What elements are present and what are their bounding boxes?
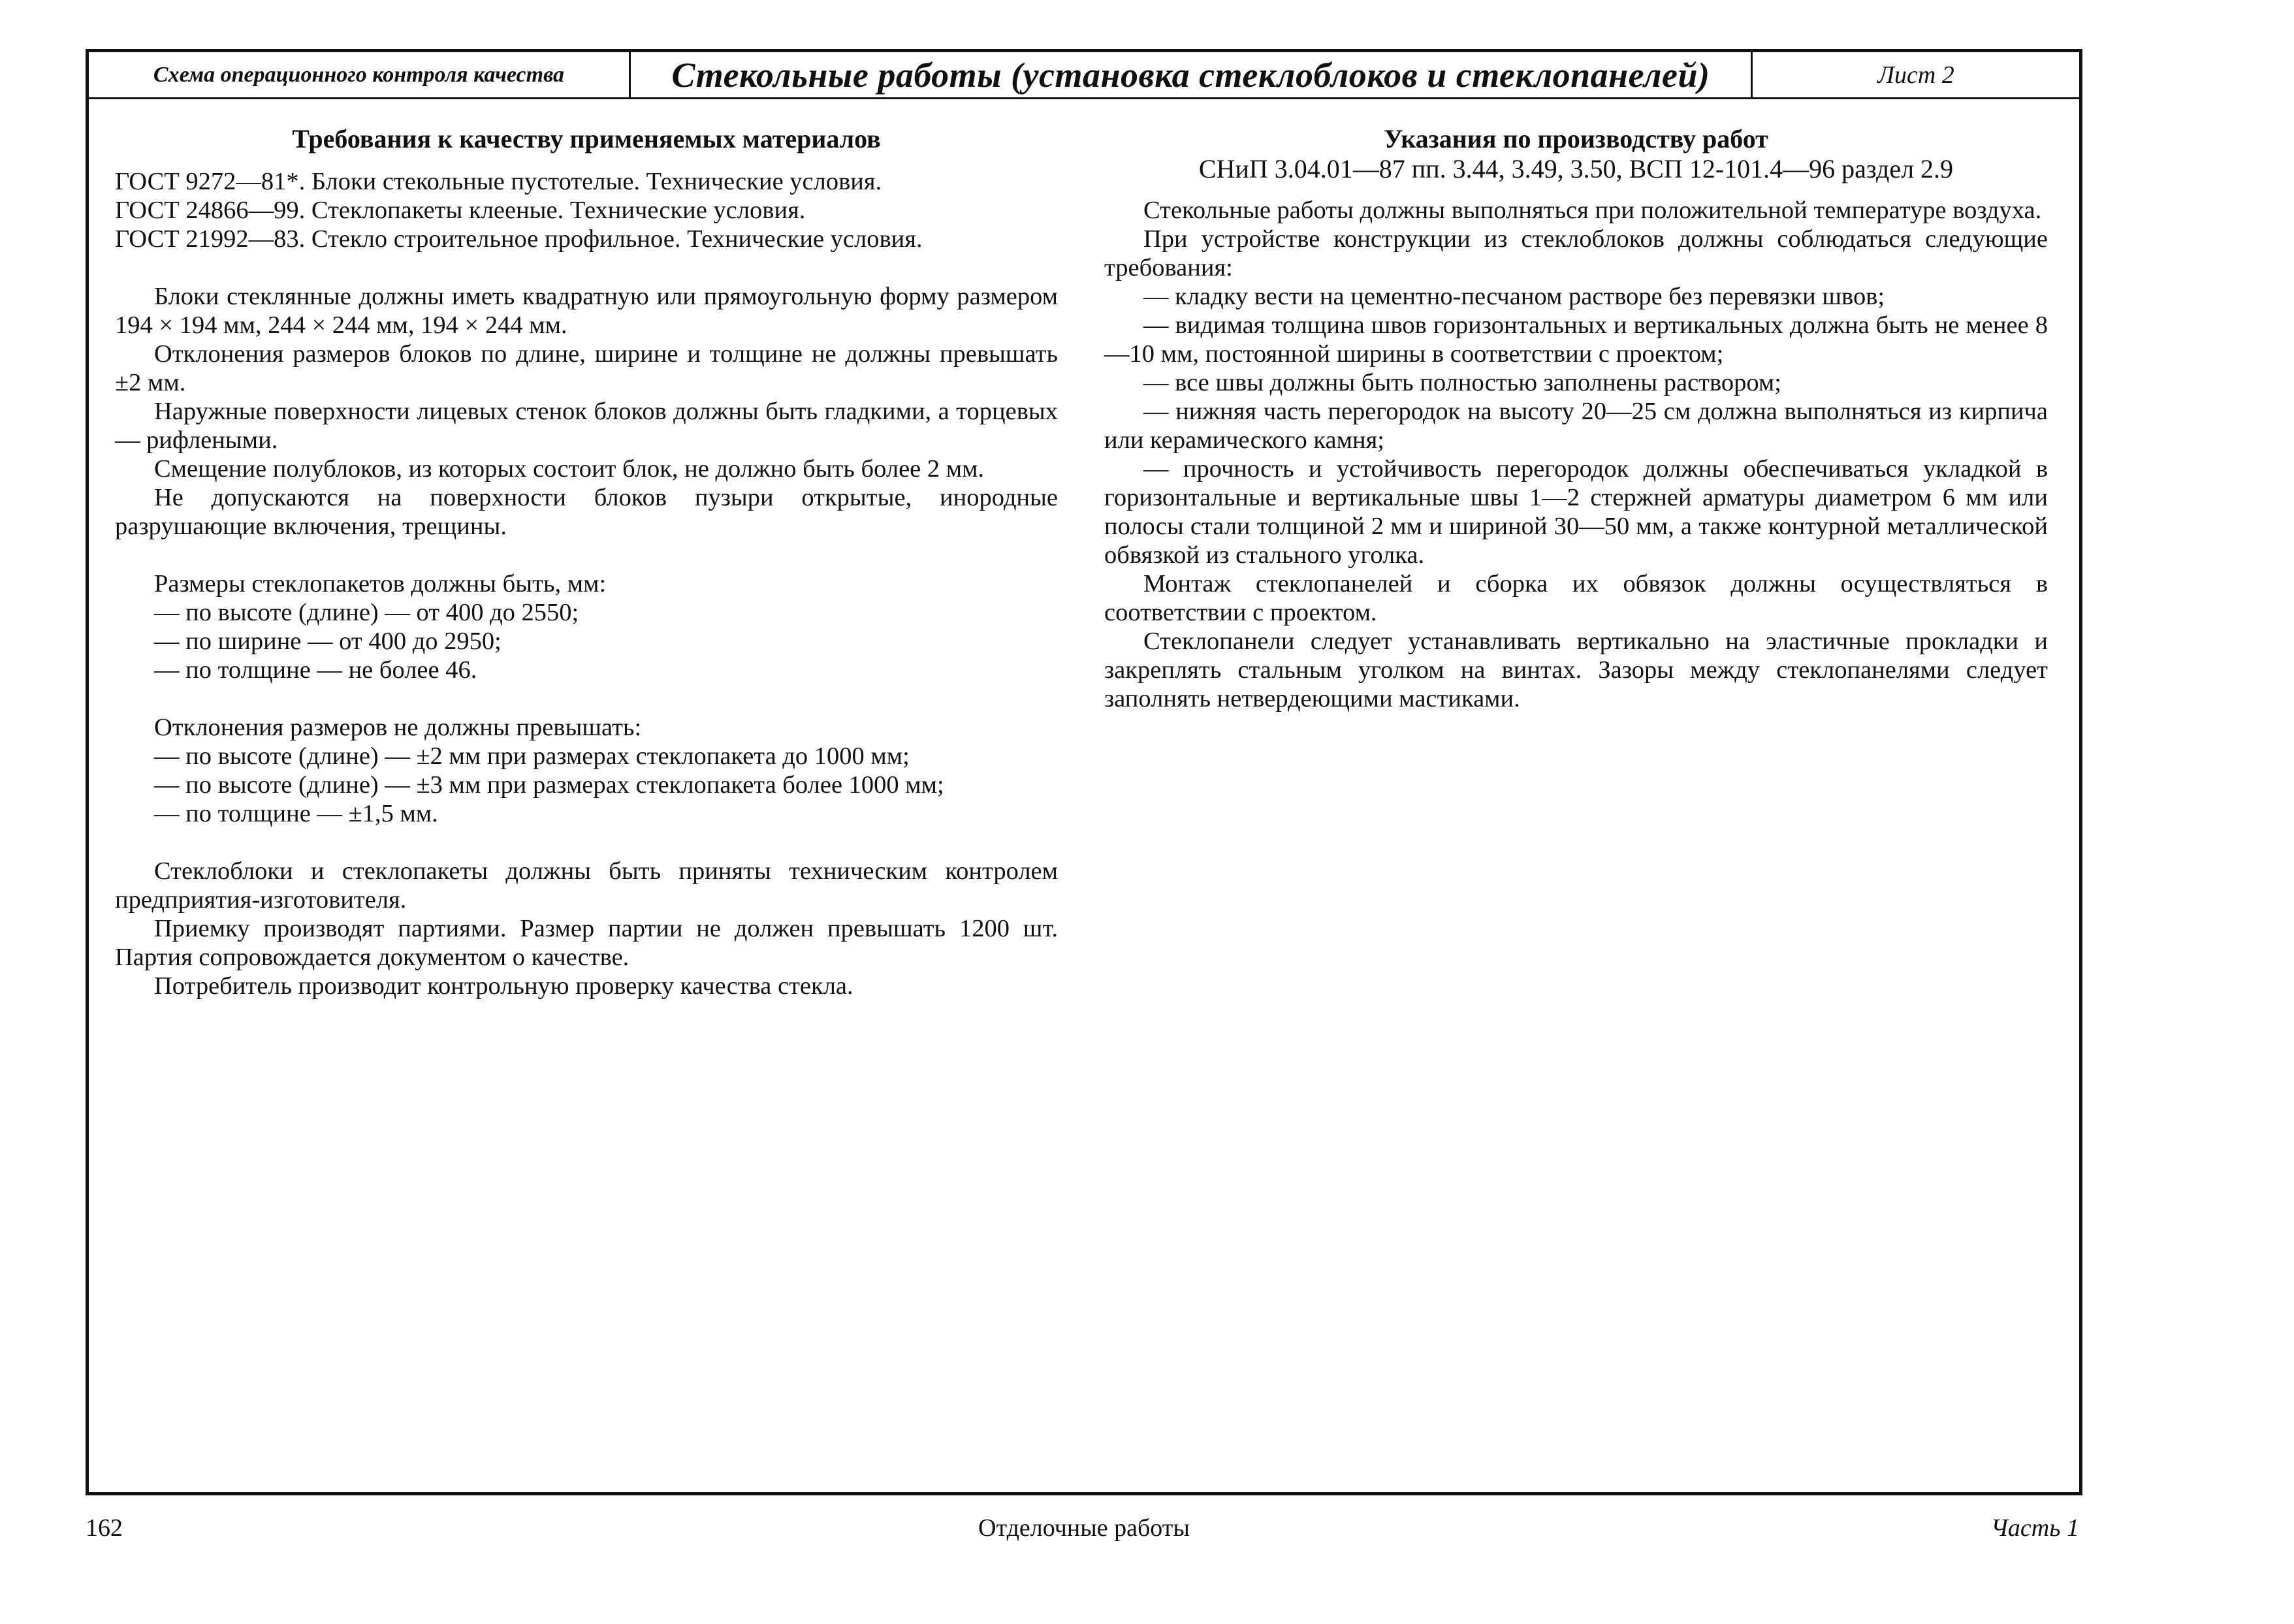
instruction-paragraph: Монтаж стеклопанелей и сборка их обвязок должны осуществляться в соответствии с проектом. [1104, 570, 2048, 626]
block-paragraph: Отклонения размеров блоков по длине, ширине и толщине не должны превышать ±2 мм. [115, 340, 1058, 396]
gost-list [115, 167, 1058, 253]
footer-section: Отделочные работы [978, 1514, 1190, 1542]
work-instructions-title: Указания по производству работ [1384, 124, 1768, 153]
size-item: — по высоте (длине) — от 400 до 2550; [154, 599, 579, 626]
deviations-intro: Отклонения размеров не должны превышать: [154, 714, 642, 741]
block-paragraph: Не допускаются на поверхности блоков пузыри открытые, инородные разрушающие включения, трещины. [115, 484, 1058, 540]
acceptance-paragraph: Приемку производят партиями. Размер партии не должен превышать 1200 шт. Партия сопровождается документом о качестве. [115, 915, 1058, 971]
sheet-number: Лист 2 [1877, 61, 1954, 89]
page-title: Стекольные работы (установка стеклоблоков и стеклопанелей) [631, 52, 1753, 97]
instruction-paragraph: При устройстве конструкции из стеклоблоков должны соблюдаться следующие требования: [1104, 225, 2048, 281]
gost-item: ГОСТ 9272—81*. Блоки стекольные пустотелые. Технические условия. [115, 168, 882, 195]
deviation-item: — по высоте (длине) — ±2 мм при размерах стеклопакета до 1000 мм; [154, 742, 910, 770]
block-paragraph: Смещение полублоков, из которых состоит блок, не должно быть более 2 мм. [154, 455, 985, 483]
scheme-label: Схема операционного контроля качества [89, 52, 631, 97]
instruction-paragraph: Стеклопанели следует устанавливать вертикально на эластичные прокладки и закреплять стальным уголком на винтах. Зазоры между стеклопанелями следует заполнять нетвердеющими мастиками. [1104, 628, 2048, 712]
instruction-item: — кладку вести на цементно-песчаном растворе без перевязки швов; [1143, 283, 1885, 310]
size-item: — по толщине — не более 46. [154, 656, 477, 684]
header-row [89, 52, 2079, 99]
work-instructions-reference: СНиП 3.04.01—87 пп. 3.44, 3.49, 3.50, ВСП 12-101.4—96 раздел 2.9 [1198, 154, 1954, 183]
page-footer [86, 1514, 2082, 1553]
acceptance-paragraph: Потребитель производит контрольную проверку качества стекла. [154, 972, 853, 1000]
instruction-item: — видимая толщина швов горизонтальных и вертикальных должна быть не менее 8—10 мм, постоянной ширины в соответствии с проектом; [1104, 311, 2048, 368]
page-number: 162 [86, 1514, 123, 1542]
acceptance-paragraph: Стеклоблоки и стеклопакеты должны быть приняты техническим контролем предприятия-изготовителя. [115, 857, 1058, 914]
left-column [115, 124, 1058, 1000]
instruction-item: — все швы должны быть полностью заполнены раствором; [1143, 369, 1781, 396]
deviation-item: — по высоте (длине) — ±3 мм при размерах стеклопакета более 1000 мм; [154, 771, 944, 799]
deviation-item: — по толщине — ±1,5 мм. [154, 800, 438, 827]
size-item: — по ширине — от 400 до 2950; [154, 628, 502, 655]
footer-part: Часть 1 [1990, 1514, 2079, 1542]
gost-item: ГОСТ 21992—83. Стекло строительное профильное. Технические условия. [115, 225, 923, 253]
block-paragraph: Наружные поверхности лицевых стенок блоков должны быть гладкими, а торцевых — рифлеными. [115, 398, 1058, 454]
sizes-intro: Размеры стеклопакетов должны быть, мм: [154, 570, 607, 597]
instruction-item: — нижняя часть перегородок на высоту 20—25 см должна выполняться из кирпича или керамического камня; [1104, 398, 2048, 454]
instruction-paragraph: Стекольные работы должны выполняться при положительной температуре воздуха. [1143, 197, 2042, 224]
block-paragraph: Блоки стеклянные должны иметь квадратную или прямоугольную форму размером 194 × 194 мм, 244 × 244 мм, 194 × 244 мм. [115, 283, 1058, 339]
document-frame [86, 49, 2082, 1495]
right-column [1104, 124, 2048, 713]
gost-item: ГОСТ 24866—99. Стеклопакеты клееные. Технические условия. [115, 197, 806, 224]
instruction-item: — прочность и устойчивость перегородок должны обеспечиваться укладкой в горизонтальные и вертикальные швы 1—2 стержней арматуры диаметром 6 мм или полосы стали толщиной 2 мм и шириной 30—50 мм, а также контурной металлической обвязкой из стального уголка. [1104, 455, 2048, 569]
materials-requirements-title: Требования к качеству применяемых материалов [292, 124, 881, 153]
